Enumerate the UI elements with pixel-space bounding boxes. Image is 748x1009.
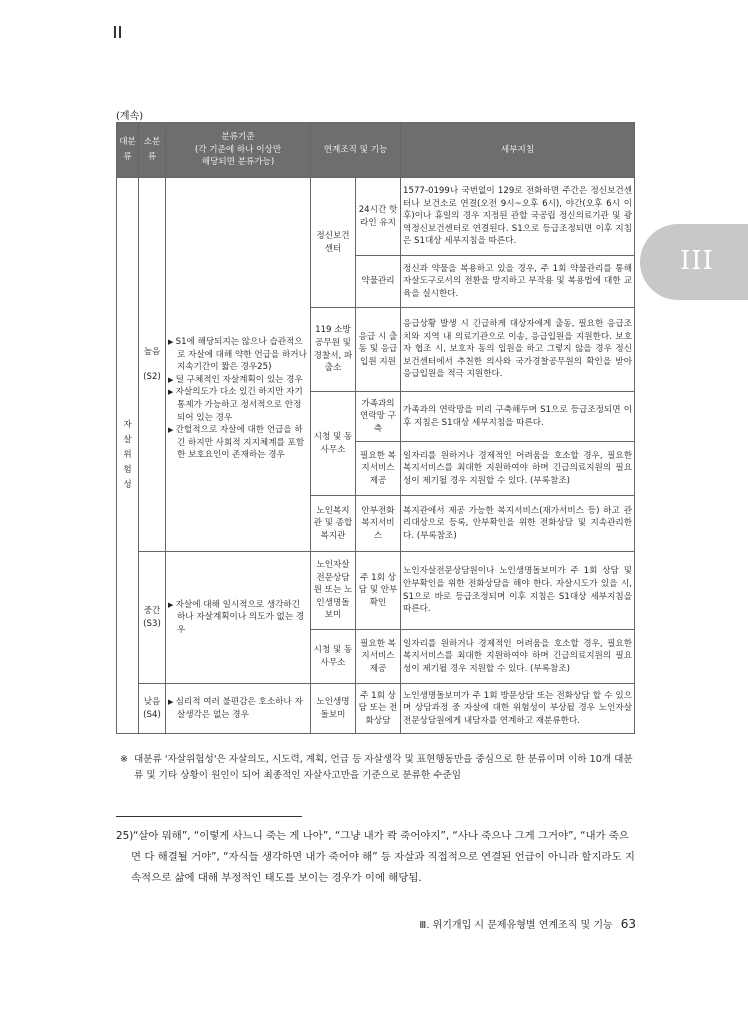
level-mid-code: (S3)	[143, 618, 161, 629]
func-cell: 가족과의 연락망 구축	[356, 392, 401, 442]
header-mark	[114, 26, 124, 38]
table-note	[120, 752, 634, 784]
header-org: 연계조직 및 기능	[311, 123, 401, 178]
guide-cell: 노인생명돌보미가 주 1회 방문상담 또는 전화상담 할 수 있으며 상담과정 중 자살에 대한 위험성이 부상될 경우 노인자살전문상담원에게 내담자를 연계하고 재분류한다.	[401, 684, 635, 734]
header-guide: 세부지침	[401, 123, 635, 178]
table-row	[117, 552, 635, 630]
classification-table	[116, 122, 635, 734]
func-cell: 필요한 복지서비스 제공	[356, 630, 401, 684]
org-cell: 노인생명돌보미	[311, 684, 356, 734]
page-footer	[419, 916, 636, 931]
header-major: 대분류	[117, 123, 139, 178]
func-cell: 필요한 복지서비스 제공	[356, 442, 401, 496]
criteria-mid	[166, 552, 311, 684]
criteria-low	[166, 684, 311, 734]
org-cell: 119 소방공무원 및 경찰서, 파출소	[311, 308, 356, 392]
level-mid-label: 중간	[143, 605, 161, 616]
criteria-item: ▶ 덜 구체적인 자살계획이 있는 경우	[168, 374, 303, 385]
level-low-label: 낮음	[143, 696, 161, 707]
table-row	[117, 178, 635, 256]
header-criteria-line1: 분류기준	[221, 132, 255, 143]
header-criteria	[166, 123, 311, 178]
criteria-item: ▶ S1에 해당되지는 않으나 습관적으로 자살에 대해 약한 언급을 하거나 지속기간이 짧은 경우25)	[168, 337, 307, 373]
footnote-body: “살아 뭐해”, “이렇게 사느니 죽는 게 나아”, “그냥 내가 콱 죽어야지”, “사나 죽으나 그게 그거야”, “내가 죽으면 다 해결될 거야”, “자식들 생각하면 내가 죽어야 해” 등 자살과 직접적으로 연결된 언급이 아니라 할지라도 지속적으로 삶에 대해 부정적인 태도를 보이는 경우가 이에 해당됨.	[131, 830, 635, 884]
criteria-item: ▶ 자살의도가 다소 있긴 하지만 자기 통제가 가능하고 정서적으로 안정되어 있는 경우	[168, 387, 303, 423]
header-criteria-line3: 해당되면 분류가능)	[201, 157, 275, 168]
guide-cell: 정신과 약물을 복용하고 있을 경우, 주 1회 약물관리를 통해 자살도구로서의 전환을 방지하고 부작용 및 복용법에 대한 교육을 실시한다.	[401, 256, 635, 308]
table-row	[117, 684, 635, 734]
level-mid	[139, 552, 166, 684]
chapter-tab-label: III	[680, 246, 714, 276]
level-high-label: 높음	[143, 346, 161, 357]
org-cell: 시청 및 동사무소	[311, 630, 356, 684]
note-text: 대분류 '자살위험성'은 자살의도, 시도력, 계획, 언급 등 자살생각 및 표현행동만을 중심으로 한 분류이며 이하 10개 대분류 및 기타 상황이 원인이 되어 최종적인 자살사고만을 기준으로 분류한 수준임	[134, 754, 633, 781]
org-cell: 노인자살전문상담원 또는 노인생명돌보미	[311, 552, 356, 630]
func-cell: 주 1회 상담 또는 전화상담	[356, 684, 401, 734]
criteria-item: ▶ 심리적 여러 불편감은 호소하나 자살생각은 없는 경우	[168, 696, 303, 720]
criteria-item: ▶ 간헐적으로 자살에 대한 언급을 하긴 하지만 사회적 지지체계를 포함한 보호요인이 존재하는 경우	[168, 425, 305, 461]
guide-cell: 노인자살전문상담원이나 노인생명돌보미가 주 1회 상담 및 안부확인을 위한 전화상담을 해야 한다. 자살시도가 있을 시, S1으로 바로 등급조정되며 이후 지침은 S1대상 세부지침을 따른다.	[401, 552, 635, 630]
table-header-row	[117, 123, 635, 178]
guide-cell: 일자리를 원하거나 경제적인 어려움을 호소할 경우, 필요한 복지서비스를 최대한 지원하여야 하며 긴급의료지원의 필요성이 제기될 경우 지원할 수 있다. (부록참조)	[401, 442, 635, 496]
header-minor: 소분류	[139, 123, 166, 178]
guide-cell: 가족과의 연락망을 미리 구축해두며 S1으로 등급조정되면 이후 지침은 S1대상 세부지침을 따른다.	[401, 392, 635, 442]
func-cell: 24시간 핫라인 유지	[356, 178, 401, 256]
guide-cell: 1577-0199나 국번없이 129로 전화하면 주간은 정신보건센터나 보건소로 연결(오전 9시~오후 6시), 야간(오후 6시 이후)이나 휴일의 경우 지정된 관할 국공립 정신의료기관 및 광역정신보건센터로 연결된다. S1으로 등급조정되면 이후 지침은 S1대상 세부지침을 따른다.	[401, 178, 635, 256]
guide-cell: 일자리를 원하거나 경제적인 어려움을 호소할 경우, 필요한 복지서비스를 최대한 지원하여야 하며 긴급의료지원의 필요성이 제기될 경우 지원할 수 있다. (부록참조)	[401, 630, 635, 684]
func-cell: 안부전화 복지서비스	[356, 496, 401, 552]
header-criteria-line2: (각 기준에 하나 이상만	[194, 144, 282, 155]
level-low-code: (S4)	[143, 709, 161, 720]
footnote-text	[116, 826, 636, 889]
footnote-number: 25)	[116, 830, 134, 842]
page-number: 63	[620, 917, 636, 931]
guide-cell: 응급상황 발생 시 긴급하게 대상자에게 출동, 필요한 응급조치와 지역 내 의료기관으로 이송, 응급입원을 지원한다. 보호자 협조 시, 보호자 동의 입원을 하고 그렇지 않을 경우 정신보건센터에서 추천한 의사와 국가경찰공무원의 확인을 받아 응급입원을 적극 지원한다.	[401, 308, 635, 392]
footnote	[116, 826, 636, 889]
func-cell: 주 1회 상담 및 안부 확인	[356, 552, 401, 630]
major-category: 자살위험성	[117, 178, 139, 734]
continued-label: (계속)	[116, 111, 144, 122]
level-high	[139, 178, 166, 552]
org-cell: 시청 및 동사무소	[311, 392, 356, 496]
level-high-code: (S2)	[143, 371, 161, 382]
chapter-tab	[640, 224, 748, 300]
criteria-item: ▶ 자살에 대해 일시적으로 생각하긴 하나 자살계획이나 의도가 없는 경우	[168, 599, 305, 635]
org-cell: 정신보건센터	[311, 178, 356, 308]
footnote-divider	[116, 816, 302, 817]
note-mark: ※	[120, 754, 129, 765]
footer-chapter-title: Ⅲ. 위기개입 시 문제유형별 연계조직 및 기능	[419, 920, 613, 931]
func-cell: 약물관리	[356, 256, 401, 308]
level-low	[139, 684, 166, 734]
func-cell: 응급 시 출동 및 응급입원 지원	[356, 308, 401, 392]
guide-cell: 복지관에서 제공 가능한 복지서비스(재가서비스 등) 하고 관리대상으로 등록, 안부확인을 위한 전화상담 및 지속관리한다. (부록참조)	[401, 496, 635, 552]
criteria-high	[166, 178, 311, 552]
org-cell: 노인복지관 및 종합복지관	[311, 496, 356, 552]
